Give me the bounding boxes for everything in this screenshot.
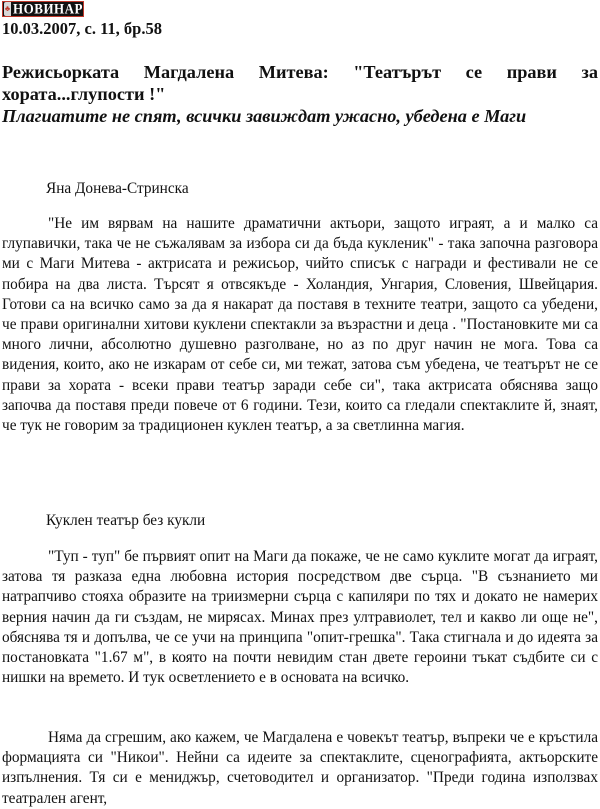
newspaper-logo [2,1,84,17]
logo-text: НОВИНАР [13,0,83,17]
article-paragraph: "Не им вярвам на нашите драматични актьори, защото играят, а и малко са глупавички, така че не съжалявам за избора си да бъда кукленик" - така започна разговора ми с Маги Митева - актрисата и режисьор, чийто списък с награди и фестивали не се побира на два листа. Търсят я отвсякъде - Холандия, Унгария, Словения, Швейцария. Готови са на всичко само за да я накарат да поставя в техните театри, защото са убедени, че прави оригинални хитови куклени спектакли за възрастни и деца . "Постановките ми са много лични, абсолютно душевно разголване, но аз по друг начин не мога. Това са видения, които, ако не изкарам от себе си, ми тежат, затова съм убедена, че театърът не се прави за хората - всеки прави театър заради себе си", така актрисата обяснява защо започва да поставя преди повече от 6 години. Тези, които са гледали спектаклите й, знаят, че тук не говорим за традиционен куклен театър, а за светлинна магия. [2,215,598,435]
article-subtitle: Плагиатите не спят, всички завиждат ужасно, убедена е Маги [2,106,527,126]
logo-emblem-icon: ♣ [4,2,11,16]
section-subheading: Куклен театър без кукли [46,512,206,529]
article-author: Яна Донева-Стринска [46,180,189,197]
article-paragraph: "Туп - туп" бе първият опит на Маги да покаже, че не само куклите могат да играят, затова тя разказа една любовна история посредством две сърца. "В съзнанието ми натрапчиво стояха образите на триизмерни сърца с капиляри по тях и докато не намерих верния начин да ги създам, не мирясах. Минах през ултравиолет, тел и какво ли още не", обяснява тя и допълва, че се учи на принципа "опит-грешка". Така стигнала и до идеята за постановката "1.67 м", в която на почти невидим стан двете героини тъкат съдбите си с нишки на времето. И тук осветлението е в основата на всичко. [2,548,598,687]
article-paragraph: Няма да сгрешим, ако кажем, че Магдалена е човекът театър, въпреки че е кръстила формацията си "Никои". Нейни са идеите за спектаклите, сценографията, актьорските изпълнения. Тя си е мениджър, счетоводител и организатор. "Преди година използвах театрален агент, [2,729,598,807]
article-title: Режисьорката Магдалена Митева: "Театърът се прави за хората...глупости !" [2,62,598,104]
publication-meta: 10.03.2007, с. 11, бр.58 [2,19,162,38]
